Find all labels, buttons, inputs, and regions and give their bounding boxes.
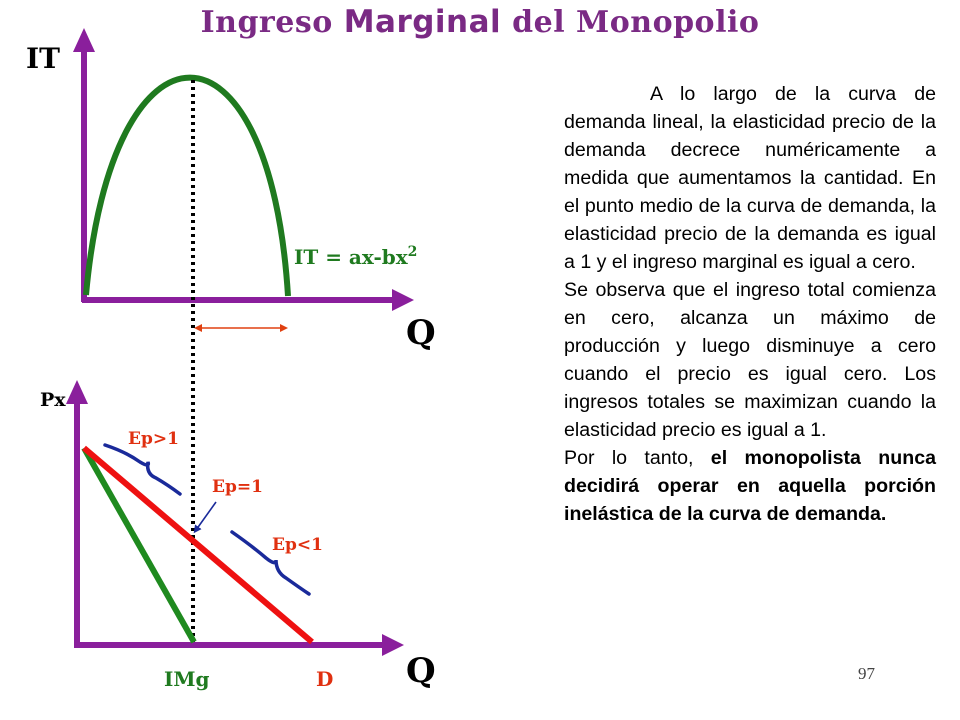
title-part-1: Ingreso (200, 5, 333, 40)
unit-elasticity-pointer (196, 502, 216, 530)
bottom-y-axis-label: Px (40, 389, 66, 411)
marginal-revenue-label: IMg (164, 667, 210, 691)
top-graph (26, 28, 436, 353)
marginal-revenue-line (84, 448, 194, 642)
bottom-x-axis-label: Q (406, 651, 436, 691)
top-y-axis-arrowhead (73, 28, 95, 52)
bottom-y-axis-arrowhead (66, 380, 88, 404)
paragraph-3-plain: Por lo tanto, (564, 447, 711, 469)
paragraph-1 (564, 80, 936, 276)
bottom-x-axis-arrowhead (382, 634, 404, 656)
top-y-axis-label: IT (26, 42, 60, 75)
title-part-3: del Monopolio (512, 5, 760, 40)
paragraph-2: Se observa que el ingreso total comienza en cero, alcanza un máximo de producción y luego disminuye a cero cuando el precio es igual cero. Los ingresos totales se maximizan cuando la elasticidad precio es igual a 1. (564, 279, 936, 441)
inelastic-segment-label: Ep<1 (272, 535, 323, 555)
elastic-brace (105, 445, 180, 494)
total-revenue-curve (86, 78, 288, 296)
bottom-graph (40, 380, 436, 691)
unit-elastic-label: Ep=1 (212, 477, 263, 497)
demand-label: D (316, 667, 334, 691)
page-number: 97 (858, 664, 875, 683)
elastic-segment-label: Ep>1 (128, 429, 179, 449)
explanation-text (564, 80, 936, 528)
paragraph-3-bold: el monopolista nunca decidirá operar en aquella porción inelástica de la curva de demanda. (564, 447, 936, 525)
title-part-2: Marginal (343, 4, 502, 40)
paragraph-3 (564, 444, 936, 528)
total-revenue-label (294, 244, 417, 269)
total-revenue-label-exponent: 2 (407, 244, 418, 260)
total-revenue-label-base: IT = ax-bx (294, 245, 408, 269)
top-x-axis-label: Q (406, 313, 436, 353)
top-x-axis-arrowhead (392, 289, 414, 311)
paragraph-1-text: A lo largo de la curva de demanda lineal, la elasticidad precio de la demanda decrece numéricamente a medida que aumentamos la cantidad. En el punto medio de la curva de demanda, la elasticidad precio de la demanda es igual a 1 y el ingreso marginal es igual a cero. (564, 83, 936, 273)
